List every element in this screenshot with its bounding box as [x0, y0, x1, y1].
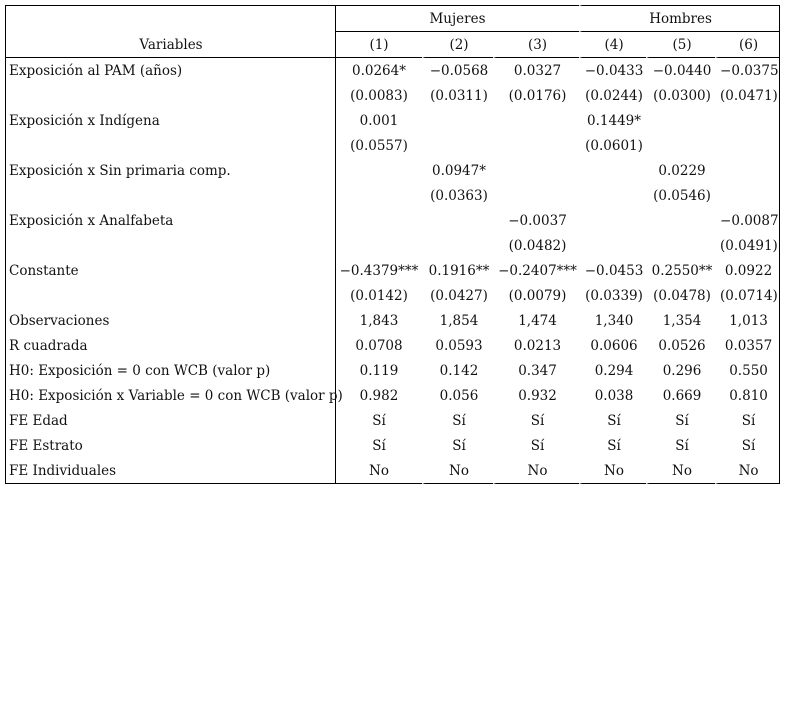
row-label: H0: Exposición x Variable = 0 con WCB (valor p) [5, 383, 336, 408]
table-cell: 0.982 [359, 387, 399, 404]
table-cell: 0.0922 [715, 258, 780, 283]
table-cell: 0.119 [359, 362, 399, 379]
table-row [5, 283, 780, 308]
table-row [5, 433, 780, 458]
table-cell [422, 233, 493, 258]
group-header-hombres: Hombres [579, 5, 780, 32]
row-label: Exposición x Analfabeta [5, 208, 336, 233]
table-row [5, 208, 780, 233]
table-cell: −0.2407*** [493, 258, 579, 283]
table-cell: 0.0947* [422, 158, 493, 183]
row-label [5, 183, 336, 208]
column-header-6: (6) [715, 32, 780, 58]
row-label: R cuadrada [5, 333, 336, 358]
table-row [5, 258, 780, 283]
table-cell [493, 108, 579, 133]
table-cell: (0.0478) [646, 283, 715, 308]
table-cell: 0.0327 [493, 58, 579, 83]
table-cell: 0.1449* [579, 108, 646, 133]
table-cell: 1,340 [579, 308, 646, 333]
regression-table [5, 5, 780, 484]
table-cell: (0.0311) [422, 83, 493, 108]
table-cell: (0.0300) [646, 83, 715, 108]
table-cell: Sí [422, 408, 493, 433]
table-cell: 1,854 [422, 308, 493, 333]
column-header-row [5, 32, 780, 58]
table-cell: (0.0079) [493, 283, 579, 308]
table-cell: 0.0708 [355, 337, 403, 354]
table-cell: No [715, 458, 780, 484]
table-row [5, 83, 780, 108]
table-cell [715, 183, 780, 208]
table-cell [579, 208, 646, 233]
table-cell: 0.347 [493, 358, 579, 383]
row-label: Exposición x Sin primaria comp. [5, 158, 336, 183]
table-cell: (0.0083) [350, 87, 408, 104]
row-label: Observaciones [5, 308, 336, 333]
row-label: Exposición x Indígena [5, 108, 336, 133]
table-cell: (0.0363) [422, 183, 493, 208]
table-cell [646, 233, 715, 258]
table-cell: Sí [646, 433, 715, 458]
table-row [5, 183, 780, 208]
table-cell: 0.810 [715, 383, 780, 408]
table-cell: Sí [493, 433, 579, 458]
table-cell: 0.0229 [646, 158, 715, 183]
table-row [5, 308, 780, 333]
table-cell: Sí [646, 408, 715, 433]
table-row [5, 158, 780, 183]
table-row [5, 233, 780, 258]
table-cell [715, 108, 780, 133]
table-cell: 0.550 [715, 358, 780, 383]
table-row [5, 458, 780, 484]
table-row [5, 383, 780, 408]
table-cell: −0.0440 [646, 58, 715, 83]
table-cell: (0.0491) [715, 233, 780, 258]
table-cell: 0.056 [422, 383, 493, 408]
table-cell [646, 133, 715, 158]
row-label [5, 283, 336, 308]
table-cell: 0.0526 [646, 333, 715, 358]
table-cell: Sí [493, 408, 579, 433]
table-cell: Sí [422, 433, 493, 458]
table-cell: No [646, 458, 715, 484]
table-cell: (0.0714) [715, 283, 780, 308]
table-cell: 1,843 [359, 312, 399, 329]
table-cell: 0.0213 [493, 333, 579, 358]
table-cell: −0.0037 [493, 208, 579, 233]
table-cell [579, 158, 646, 183]
table-cell: 0.0606 [579, 333, 646, 358]
table-cell: 0.0264* [352, 62, 406, 79]
table-cell: −0.4379*** [339, 262, 419, 279]
table-cell: 0.669 [646, 383, 715, 408]
row-label: FE Individuales [5, 458, 336, 484]
column-header-1: (1) [336, 32, 422, 58]
table-cell: No [422, 458, 493, 484]
column-header-3: (3) [493, 32, 579, 58]
table-cell: 0.142 [422, 358, 493, 383]
group-header-row [5, 5, 780, 32]
regression-table-container [5, 5, 780, 484]
table-body [5, 5, 780, 484]
table-cell: −0.0087 [715, 208, 780, 233]
table-cell [493, 158, 579, 183]
label-header-spacer [5, 5, 336, 32]
table-cell [715, 158, 780, 183]
table-cell: No [493, 458, 579, 484]
table-cell [646, 108, 715, 133]
table-cell: −0.0375 [715, 58, 780, 83]
table-cell: 0.0593 [422, 333, 493, 358]
table-cell [336, 183, 422, 208]
table-cell [646, 208, 715, 233]
table-row [5, 358, 780, 383]
table-cell: 1,354 [646, 308, 715, 333]
table-row [5, 133, 780, 158]
table-cell: 0.038 [579, 383, 646, 408]
column-header-4: (4) [579, 32, 646, 58]
table-cell: (0.0601) [579, 133, 646, 158]
table-cell: (0.0176) [493, 83, 579, 108]
table-cell: 0.001 [359, 112, 399, 129]
label-header: Variables [5, 32, 336, 58]
table-row [5, 408, 780, 433]
row-label: Exposición al PAM (años) [5, 58, 336, 83]
table-row [5, 58, 780, 83]
row-label: H0: Exposición = 0 con WCB (valor p) [5, 358, 336, 383]
table-cell: Sí [579, 433, 646, 458]
table-cell: 1,013 [715, 308, 780, 333]
table-cell: 0.1916** [422, 258, 493, 283]
row-label [5, 233, 336, 258]
table-cell: Sí [579, 408, 646, 433]
table-cell: −0.0568 [422, 58, 493, 83]
table-cell [336, 158, 422, 183]
table-cell [493, 133, 579, 158]
table-cell [579, 183, 646, 208]
table-cell [422, 108, 493, 133]
table-cell: 0.296 [646, 358, 715, 383]
table-row [5, 108, 780, 133]
table-cell [336, 233, 422, 258]
table-cell: −0.0453 [579, 258, 646, 283]
column-header-5: (5) [646, 32, 715, 58]
table-cell: (0.0427) [422, 283, 493, 308]
table-cell [579, 233, 646, 258]
table-cell: 0.0357 [715, 333, 780, 358]
table-cell: No [579, 458, 646, 484]
group-header-mujeres: Mujeres [336, 5, 579, 32]
row-label: Constante [5, 258, 336, 283]
table-cell: (0.0339) [579, 283, 646, 308]
table-cell: (0.0471) [715, 83, 780, 108]
table-cell: (0.0244) [579, 83, 646, 108]
table-cell [336, 208, 422, 233]
table-cell: Sí [372, 437, 386, 454]
row-label [5, 133, 336, 158]
table-cell: (0.0557) [350, 137, 408, 154]
table-cell: Sí [715, 408, 780, 433]
row-label: FE Edad [5, 408, 336, 433]
table-cell: (0.0546) [646, 183, 715, 208]
table-cell: −0.0433 [579, 58, 646, 83]
row-label: FE Estrato [5, 433, 336, 458]
table-cell [422, 208, 493, 233]
table-cell: Sí [715, 433, 780, 458]
table-cell [715, 133, 780, 158]
column-header-2: (2) [422, 32, 493, 58]
table-cell: 0.2550** [646, 258, 715, 283]
table-cell [422, 133, 493, 158]
table-cell: (0.0482) [493, 233, 579, 258]
table-cell: 0.932 [493, 383, 579, 408]
table-cell: (0.0142) [350, 287, 408, 304]
table-cell: No [336, 458, 422, 484]
table-cell: 0.294 [579, 358, 646, 383]
table-cell: 1,474 [493, 308, 579, 333]
table-row [5, 333, 780, 358]
table-cell: Sí [372, 412, 386, 429]
table-cell [493, 183, 579, 208]
row-label [5, 83, 336, 108]
